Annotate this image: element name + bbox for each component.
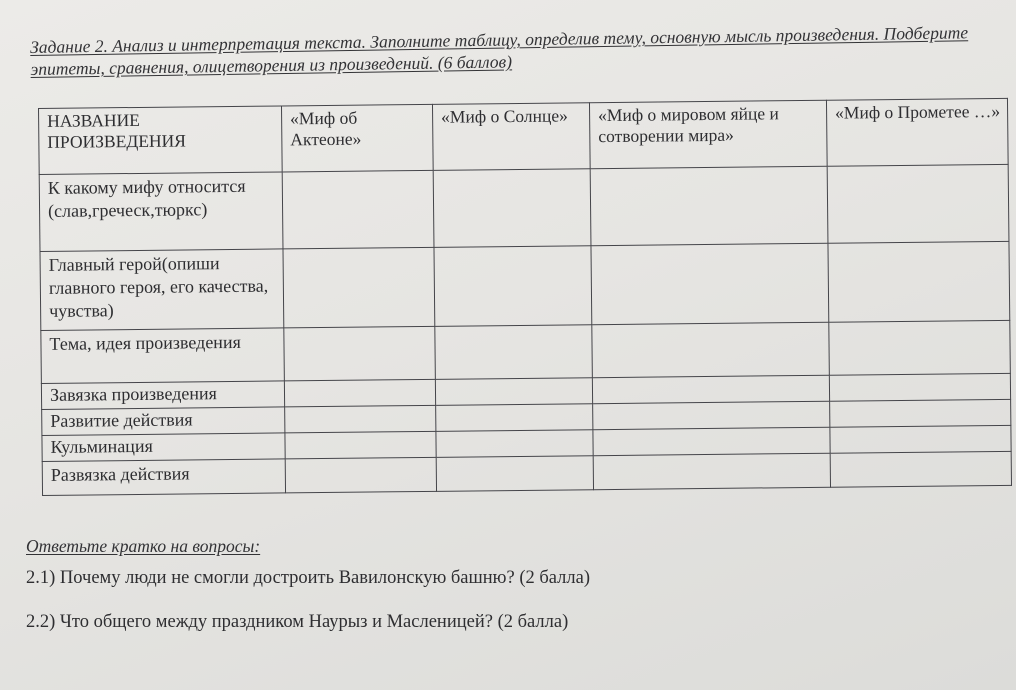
answer-cell[interactable] bbox=[435, 324, 593, 379]
answer-cell[interactable] bbox=[830, 452, 1011, 488]
question-2-1: 2.1) Почему люди не смогли достроить Вавилонскую башню? (2 балла) bbox=[26, 568, 590, 588]
answer-cell[interactable] bbox=[593, 453, 830, 489]
row-label: Главный герой(опиши главного героя, его качества, чувства) bbox=[40, 249, 284, 330]
answer-cell[interactable] bbox=[433, 169, 591, 248]
answer-cell[interactable] bbox=[590, 167, 828, 247]
answer-cell[interactable] bbox=[592, 322, 830, 378]
task-heading: Задание 2. Анализ и интерпретация текста. Заполните таблицу, определив тему, основную мысль произведения. Подберите эпитеты, сравнения, олицетворения из произведений. (6 баллов) bbox=[30, 22, 969, 79]
analysis-table-wrapper bbox=[38, 98, 1012, 496]
answer-cell[interactable] bbox=[829, 320, 1011, 375]
row-label: Завязка произведения bbox=[41, 381, 284, 410]
header-cell-world-egg: «Миф о мировом яйце и сотворении мира» bbox=[589, 100, 827, 169]
header-cell-prometheus: «Миф о Прометее …» bbox=[826, 98, 1008, 166]
answer-cell[interactable] bbox=[830, 399, 1011, 427]
answer-cell[interactable] bbox=[436, 430, 593, 458]
analysis-table bbox=[38, 98, 1012, 496]
answer-cell[interactable] bbox=[283, 248, 435, 328]
question-2-2: 2.2) Что общего между праздником Наурыз и Масленицей? (2 балла) bbox=[26, 612, 569, 632]
answer-cell[interactable] bbox=[284, 326, 436, 381]
answer-cell[interactable] bbox=[282, 171, 434, 250]
header-cell-sun: «Миф о Солнце» bbox=[432, 103, 590, 171]
answer-cell[interactable] bbox=[593, 401, 830, 430]
row-label: Развитие действия bbox=[42, 407, 285, 436]
table-row bbox=[39, 165, 1009, 252]
row-label: Кульминация bbox=[42, 433, 285, 462]
answer-cell[interactable] bbox=[591, 244, 829, 325]
row-label: К какому мифу относится (слав,греческ,тюркс) bbox=[39, 172, 283, 252]
answer-cell[interactable] bbox=[827, 165, 1009, 244]
answers-heading: Ответьте кратко на вопросы: bbox=[26, 536, 261, 556]
row-label: Развязка действия bbox=[42, 459, 285, 495]
row-label: Тема, идея произведения bbox=[41, 328, 285, 384]
answer-cell[interactable] bbox=[435, 378, 592, 406]
table-row bbox=[40, 242, 1010, 330]
answer-cell[interactable] bbox=[285, 405, 436, 433]
answer-cell[interactable] bbox=[593, 427, 830, 456]
answer-cell[interactable] bbox=[829, 373, 1010, 401]
answer-cell[interactable] bbox=[285, 458, 436, 493]
answer-cell[interactable] bbox=[284, 379, 435, 407]
answer-cell[interactable] bbox=[436, 404, 593, 432]
header-cell-title: НАЗВАНИЕ ПРОИЗВЕДЕНИЯ bbox=[39, 106, 283, 175]
answer-cell[interactable] bbox=[828, 242, 1010, 322]
answer-cell[interactable] bbox=[436, 456, 593, 491]
table-header-row bbox=[39, 98, 1009, 174]
answer-cell[interactable] bbox=[434, 246, 592, 326]
answer-cell[interactable] bbox=[592, 375, 829, 404]
answer-cell[interactable] bbox=[285, 432, 436, 460]
answer-cell[interactable] bbox=[830, 425, 1011, 453]
header-cell-akteon: «Миф об Актеоне» bbox=[281, 104, 433, 172]
